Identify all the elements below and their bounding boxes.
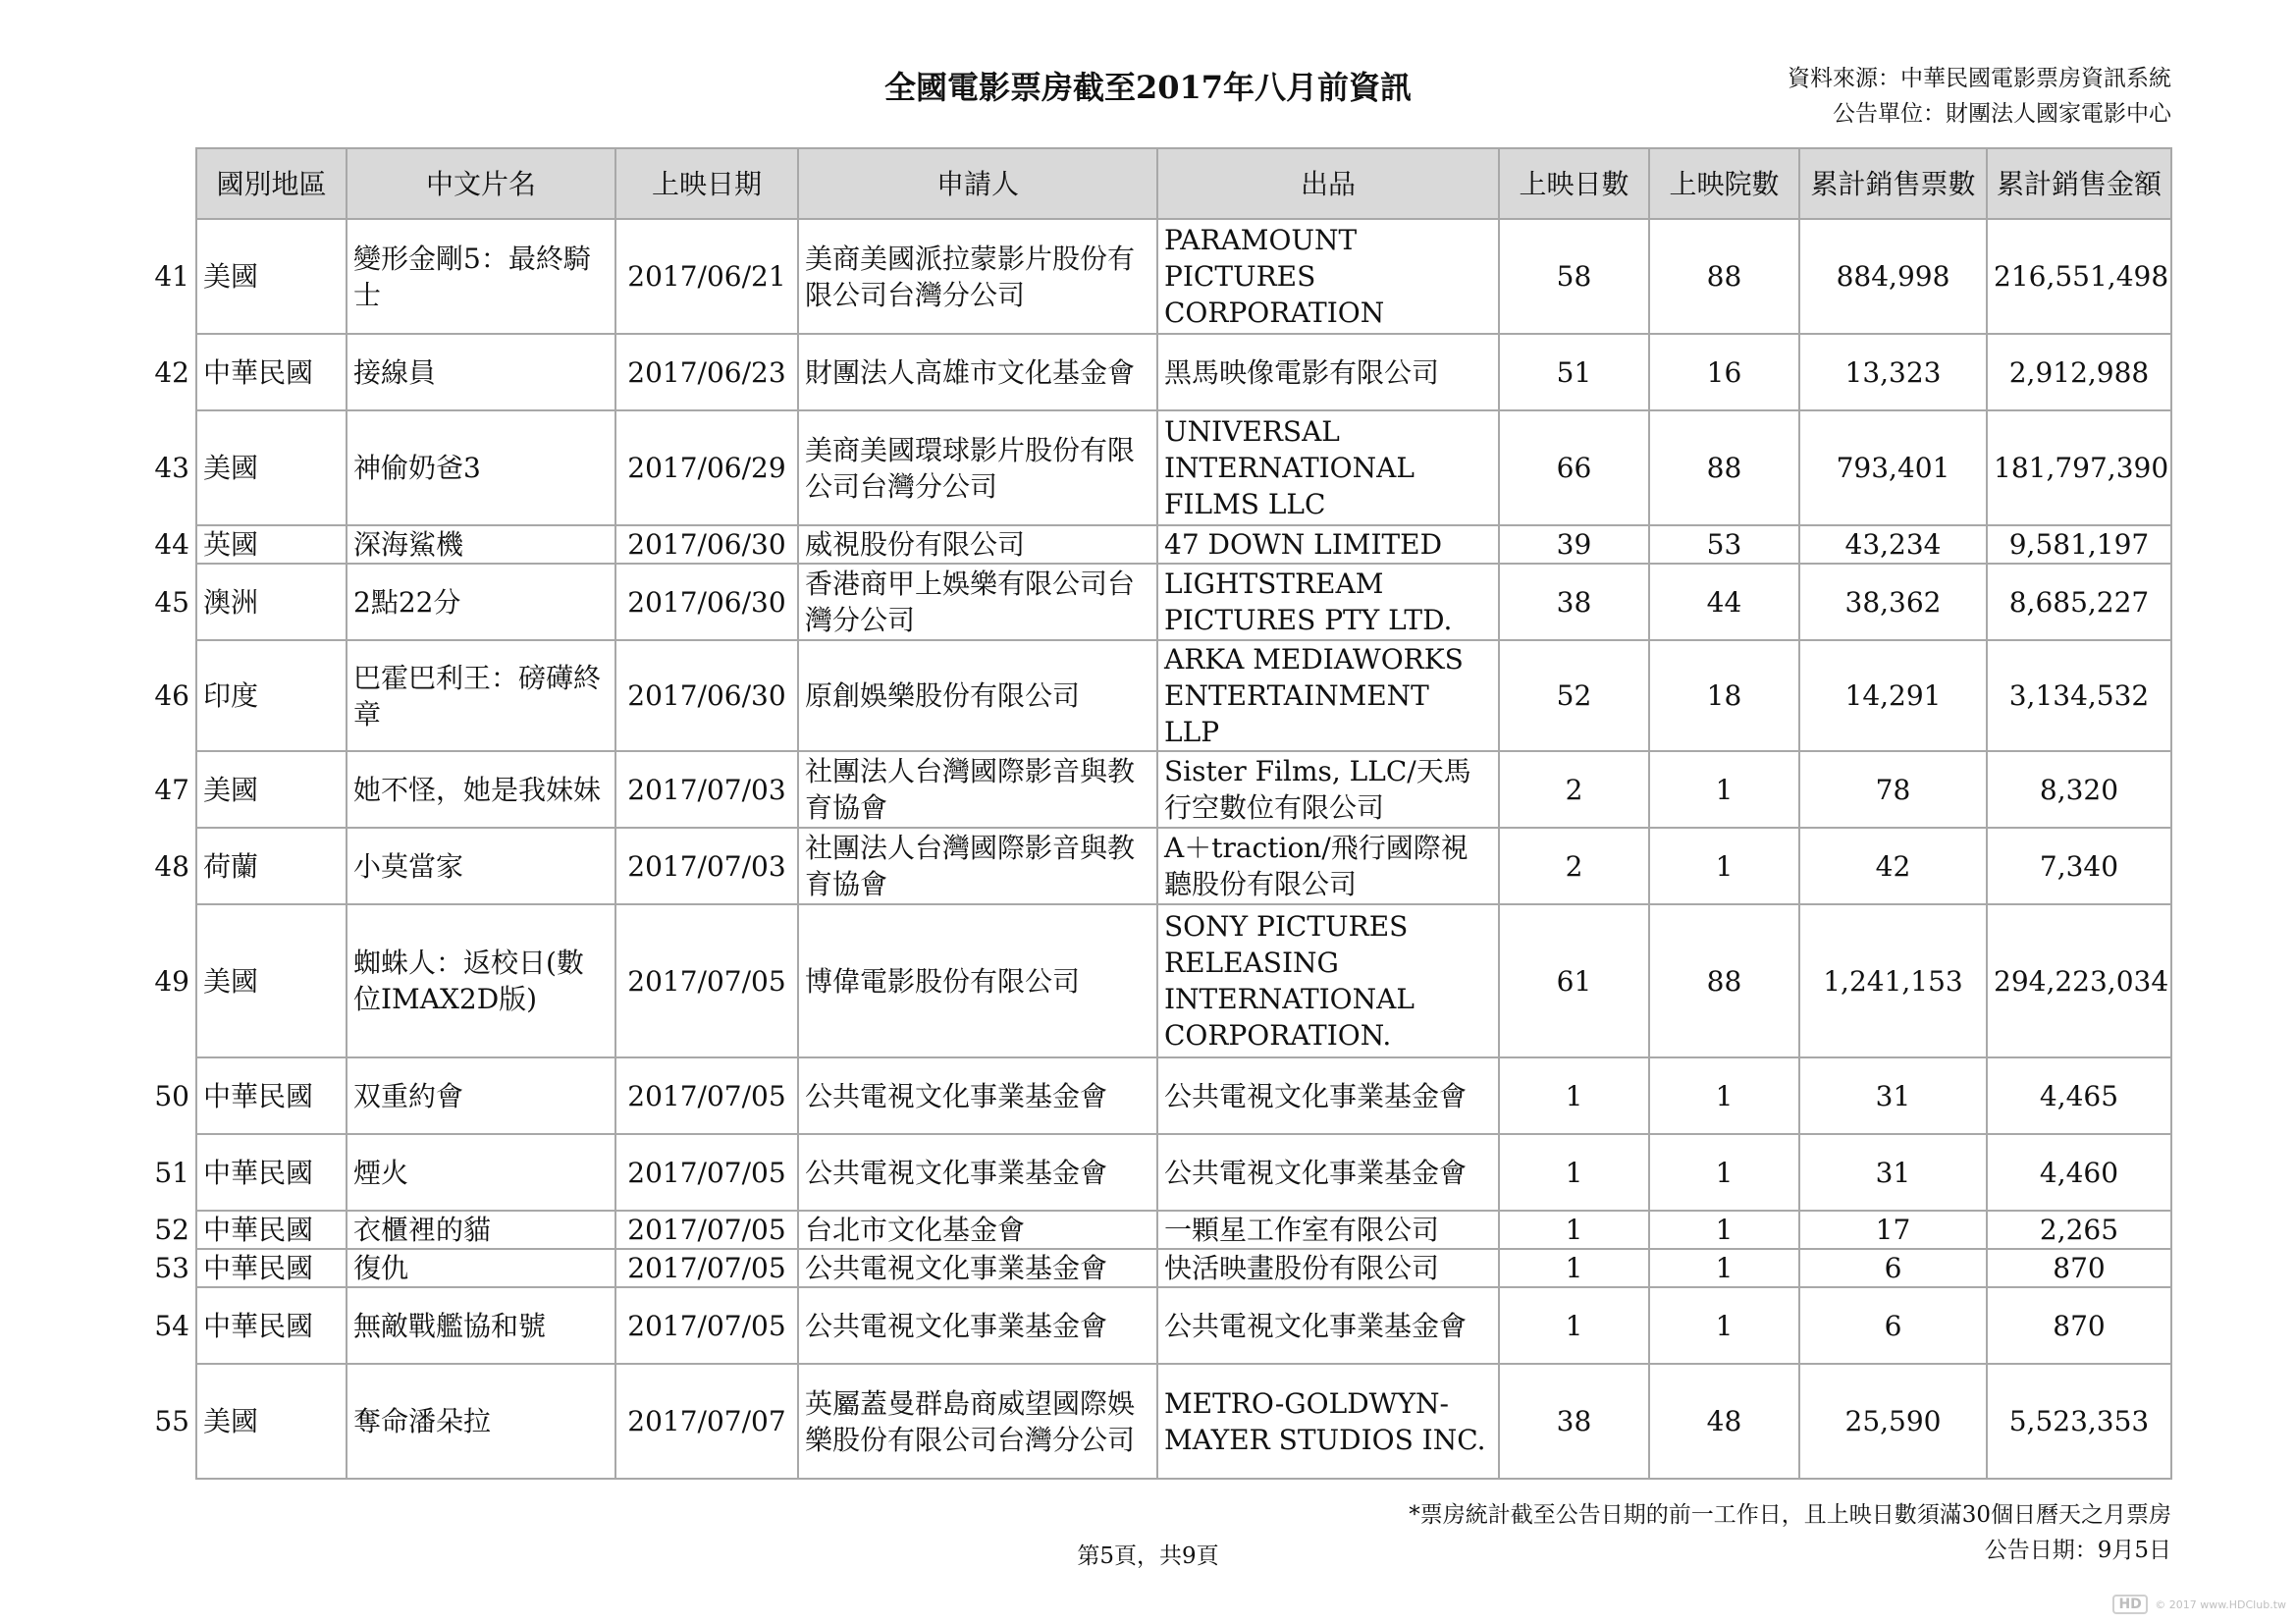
cell-title: 小莫當家 [347, 828, 615, 904]
cell-title: 煙火 [347, 1134, 615, 1211]
cell-tickets: 42 [1799, 828, 1987, 904]
cell-days: 2 [1499, 828, 1649, 904]
cell-revenue: 5,523,353 [1987, 1364, 2171, 1479]
cell-tickets: 25,590 [1799, 1364, 1987, 1479]
cell-date: 2017/06/21 [615, 219, 798, 334]
row-number: 47 [154, 773, 189, 806]
cell-revenue: 2,912,988 [1987, 334, 2171, 410]
row-number: 42 [154, 355, 189, 389]
cell-theaters: 1 [1649, 1211, 1799, 1249]
cell-producer: Sister Films, LLC/天馬行空數位有限公司 [1157, 751, 1499, 828]
cell-region: 澳洲 [196, 564, 347, 640]
cell-theaters: 88 [1649, 904, 1799, 1057]
cell-date: 2017/06/30 [615, 564, 798, 640]
cell-tickets: 1,241,153 [1799, 904, 1987, 1057]
cell-date: 2017/06/30 [615, 525, 798, 564]
cell-theaters: 48 [1649, 1364, 1799, 1479]
table-row [139, 334, 2171, 410]
row-number: 49 [154, 964, 189, 998]
page-title: 全國電影票房截至2017年八月前資訊 [883, 69, 1413, 106]
table-row [139, 525, 2171, 564]
table-row [139, 1364, 2171, 1479]
cell-applicant: 威視股份有限公司 [798, 525, 1157, 564]
cell-revenue: 8,320 [1987, 751, 2171, 828]
cell-days: 1 [1499, 1249, 1649, 1287]
cell-revenue: 294,223,034 [1987, 904, 2171, 1057]
cell-tickets: 31 [1799, 1057, 1987, 1134]
cell-days: 38 [1499, 564, 1649, 640]
cell-region: 印度 [196, 640, 347, 751]
cell-title: 變形金剛5：最終騎士 [347, 219, 615, 334]
table-row [139, 904, 2171, 1057]
cell-region: 中華民國 [196, 1211, 347, 1249]
cell-region: 中華民國 [196, 1134, 347, 1211]
row-number: 51 [154, 1156, 189, 1189]
cell-tickets: 14,291 [1799, 640, 1987, 751]
cell-tickets: 13,323 [1799, 334, 1987, 410]
cell-region: 中華民國 [196, 1249, 347, 1287]
row-number: 52 [154, 1214, 189, 1246]
cell-title: 復仇 [347, 1249, 615, 1287]
cell-applicant: 財團法人高雄市文化基金會 [798, 334, 1157, 410]
header-days: 上映日數 [1499, 148, 1649, 219]
row-number: 54 [154, 1309, 189, 1342]
cell-days: 2 [1499, 751, 1649, 828]
cell-theaters: 53 [1649, 525, 1799, 564]
cell-applicant: 社團法人台灣國際影音與教育協會 [798, 828, 1157, 904]
cell-days: 38 [1499, 1364, 1649, 1479]
cell-title: 無敵戰艦協和號 [347, 1287, 615, 1364]
cell-applicant: 公共電視文化事業基金會 [798, 1057, 1157, 1134]
cell-theaters: 1 [1649, 1287, 1799, 1364]
cell-title: 2點22分 [347, 564, 615, 640]
header-revenue: 累計銷售金額 [1987, 148, 2171, 219]
cell-theaters: 18 [1649, 640, 1799, 751]
table-row [139, 751, 2171, 828]
cell-days: 1 [1499, 1134, 1649, 1211]
cell-revenue: 4,465 [1987, 1057, 2171, 1134]
table-row [139, 219, 2171, 334]
cell-theaters: 44 [1649, 564, 1799, 640]
cell-title: 她不怪，她是我妹妹 [347, 751, 615, 828]
cell-applicant: 原創娛樂股份有限公司 [798, 640, 1157, 751]
watermark-text: © 2017 www.HDClub.tw [2155, 1598, 2286, 1611]
table-row [139, 640, 2171, 751]
cell-title: 奪命潘朵拉 [347, 1364, 615, 1479]
cell-tickets: 6 [1799, 1249, 1987, 1287]
cell-theaters: 1 [1649, 1134, 1799, 1211]
cell-revenue: 4,460 [1987, 1134, 2171, 1211]
cell-revenue: 2,265 [1987, 1211, 2171, 1249]
header-applicant: 申請人 [798, 148, 1157, 219]
cell-producer: 47 DOWN LIMITED [1157, 525, 1499, 564]
cell-applicant: 公共電視文化事業基金會 [798, 1287, 1157, 1364]
header-region: 國別地區 [196, 148, 347, 219]
cell-producer: METRO-GOLDWYN-MAYER STUDIOS INC. [1157, 1364, 1499, 1479]
publisher: 公告單位：財團法人國家電影中心 [1833, 101, 2171, 127]
cell-days: 61 [1499, 904, 1649, 1057]
cell-producer: 一顆星工作室有限公司 [1157, 1211, 1499, 1249]
cell-theaters: 1 [1649, 828, 1799, 904]
cell-revenue: 9,581,197 [1987, 525, 2171, 564]
cell-title: 神偷奶爸3 [347, 410, 615, 525]
cell-tickets: 793,401 [1799, 410, 1987, 525]
cell-date: 2017/06/29 [615, 410, 798, 525]
cell-region: 美國 [196, 410, 347, 525]
cell-date: 2017/07/03 [615, 751, 798, 828]
cell-date: 2017/06/30 [615, 640, 798, 751]
cell-producer: 黑馬映像電影有限公司 [1157, 334, 1499, 410]
table-header-row [139, 148, 2171, 219]
cell-days: 66 [1499, 410, 1649, 525]
table-row [139, 828, 2171, 904]
cell-theaters: 1 [1649, 1057, 1799, 1134]
cell-producer: UNIVERSAL INTERNATIONAL FILMS LLC [1157, 410, 1499, 525]
row-number: 55 [154, 1405, 189, 1437]
cell-region: 中華民國 [196, 334, 347, 410]
cell-date: 2017/07/05 [615, 1211, 798, 1249]
header-corner [139, 148, 196, 219]
cell-producer: PARAMOUNT PICTURES CORPORATION [1157, 219, 1499, 334]
row-number: 48 [154, 849, 189, 883]
cell-date: 2017/07/05 [615, 1057, 798, 1134]
box-office-table [139, 147, 2172, 1480]
page-indicator: 第5頁，共9頁 [1077, 1543, 1219, 1569]
cell-days: 52 [1499, 640, 1649, 751]
cell-revenue: 870 [1987, 1249, 2171, 1287]
cell-date: 2017/07/05 [615, 1249, 798, 1287]
table-row [139, 1287, 2171, 1364]
cell-region: 美國 [196, 751, 347, 828]
row-number: 53 [154, 1252, 189, 1284]
cell-producer: 公共電視文化事業基金會 [1157, 1287, 1499, 1364]
watermark-logo: HD [2112, 1595, 2147, 1614]
cell-producer: A＋traction/飛行國際視聽股份有限公司 [1157, 828, 1499, 904]
cell-date: 2017/07/05 [615, 1134, 798, 1211]
source-info [1788, 61, 2171, 132]
header-date: 上映日期 [615, 148, 798, 219]
cell-revenue: 3,134,532 [1987, 640, 2171, 751]
table-row [139, 1249, 2171, 1287]
table-row [139, 1211, 2171, 1249]
cell-producer: LIGHTSTREAM PICTURES PTY LTD. [1157, 564, 1499, 640]
cell-revenue: 216,551,498 [1987, 219, 2171, 334]
cell-days: 58 [1499, 219, 1649, 334]
cell-title: 蜘蛛人：返校日(數位IMAX2D版) [347, 904, 615, 1057]
cell-days: 1 [1499, 1057, 1649, 1134]
row-number: 44 [154, 528, 189, 561]
cell-producer: SONY PICTURES RELEASING INTERNATIONAL CORPORATION. [1157, 904, 1499, 1057]
cell-title: 巴霍巴利王：磅礡終章 [347, 640, 615, 751]
cell-title: 衣櫃裡的貓 [347, 1211, 615, 1249]
cell-region: 美國 [196, 1364, 347, 1479]
cell-tickets: 43,234 [1799, 525, 1987, 564]
cell-producer: 公共電視文化事業基金會 [1157, 1134, 1499, 1211]
cell-date: 2017/06/23 [615, 334, 798, 410]
cell-title: 接線員 [347, 334, 615, 410]
cell-theaters: 16 [1649, 334, 1799, 410]
announce-date: 公告日期：9月5日 [1984, 1538, 2171, 1563]
data-source: 資料來源：中華民國電影票房資訊系統 [1788, 66, 2171, 91]
cell-date: 2017/07/05 [615, 1287, 798, 1364]
table-row [139, 1057, 2171, 1134]
cell-applicant: 公共電視文化事業基金會 [798, 1134, 1157, 1211]
table-row [139, 410, 2171, 525]
cell-tickets: 78 [1799, 751, 1987, 828]
cell-applicant: 香港商甲上娛樂有限公司台灣分公司 [798, 564, 1157, 640]
header-producer: 出品 [1157, 148, 1499, 219]
cell-theaters: 88 [1649, 410, 1799, 525]
cell-applicant: 台北市文化基金會 [798, 1211, 1157, 1249]
row-number: 46 [154, 679, 189, 712]
cell-days: 39 [1499, 525, 1649, 564]
cell-title: 双重約會 [347, 1057, 615, 1134]
cell-applicant: 美商美國派拉蒙影片股份有限公司台灣分公司 [798, 219, 1157, 334]
cell-theaters: 1 [1649, 751, 1799, 828]
cell-region: 美國 [196, 219, 347, 334]
cell-applicant: 英屬蓋曼群島商威望國際娛樂股份有限公司台灣分公司 [798, 1364, 1157, 1479]
header-theaters: 上映院數 [1649, 148, 1799, 219]
header-tickets: 累計銷售票數 [1799, 148, 1987, 219]
table-body [139, 219, 2171, 1479]
cell-revenue: 7,340 [1987, 828, 2171, 904]
cell-theaters: 88 [1649, 219, 1799, 334]
cell-tickets: 884,998 [1799, 219, 1987, 334]
cell-date: 2017/07/03 [615, 828, 798, 904]
row-number: 41 [154, 260, 189, 293]
row-number: 50 [154, 1079, 189, 1112]
cell-applicant: 社團法人台灣國際影音與教育協會 [798, 751, 1157, 828]
cell-producer: 公共電視文化事業基金會 [1157, 1057, 1499, 1134]
cell-tickets: 31 [1799, 1134, 1987, 1211]
footnote: *票房統計截至公告日期的前一工作日，且上映日數須滿30個日曆天之月票房 [1409, 1502, 2171, 1528]
cell-region: 荷蘭 [196, 828, 347, 904]
watermark [2112, 1595, 2286, 1614]
row-number: 45 [154, 585, 189, 619]
cell-date: 2017/07/05 [615, 904, 798, 1057]
cell-region: 美國 [196, 904, 347, 1057]
cell-tickets: 17 [1799, 1211, 1987, 1249]
cell-region: 中華民國 [196, 1057, 347, 1134]
cell-revenue: 181,797,390 [1987, 410, 2171, 525]
cell-applicant: 美商美國環球影片股份有限公司台灣分公司 [798, 410, 1157, 525]
cell-region: 英國 [196, 525, 347, 564]
cell-days: 51 [1499, 334, 1649, 410]
cell-producer: 快活映畫股份有限公司 [1157, 1249, 1499, 1287]
table-row [139, 1134, 2171, 1211]
row-number: 43 [154, 452, 189, 484]
cell-applicant: 博偉電影股份有限公司 [798, 904, 1157, 1057]
cell-producer: ARKA MEDIAWORKS ENTERTAINMENT LLP [1157, 640, 1499, 751]
cell-revenue: 870 [1987, 1287, 2171, 1364]
cell-theaters: 1 [1649, 1249, 1799, 1287]
cell-days: 1 [1499, 1287, 1649, 1364]
cell-region: 中華民國 [196, 1287, 347, 1364]
cell-tickets: 38,362 [1799, 564, 1987, 640]
table-row [139, 564, 2171, 640]
cell-date: 2017/07/07 [615, 1364, 798, 1479]
cell-applicant: 公共電視文化事業基金會 [798, 1249, 1157, 1287]
cell-days: 1 [1499, 1211, 1649, 1249]
cell-revenue: 8,685,227 [1987, 564, 2171, 640]
header-title: 中文片名 [347, 148, 615, 219]
cell-title: 深海鯊機 [347, 525, 615, 564]
cell-tickets: 6 [1799, 1287, 1987, 1364]
